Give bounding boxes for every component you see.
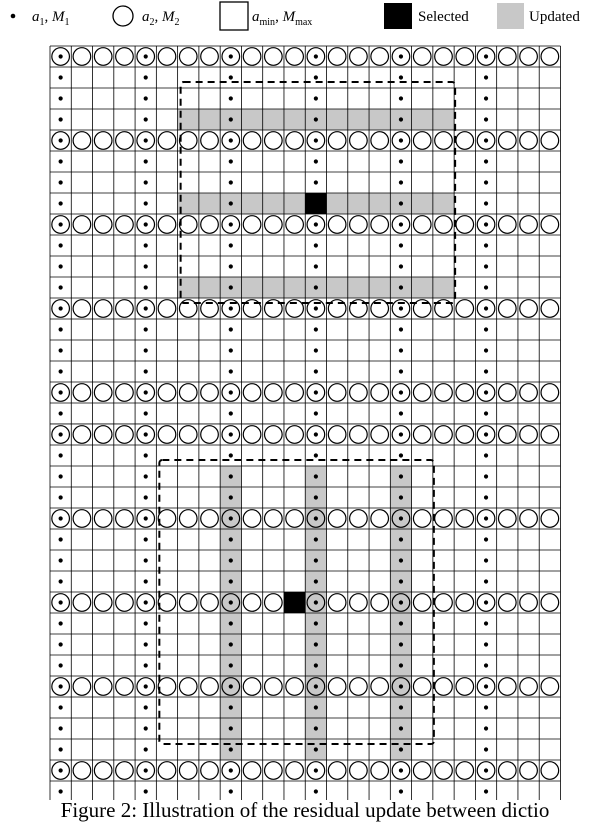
updated-cell xyxy=(241,277,262,298)
dot-marker xyxy=(59,264,63,268)
dot-marker xyxy=(59,96,63,100)
dot-marker xyxy=(144,726,148,730)
circle-symbol xyxy=(113,6,133,26)
dot-marker xyxy=(314,369,318,373)
dot-marker xyxy=(229,327,233,331)
dot-marker xyxy=(314,684,318,688)
selected-swatch xyxy=(384,3,412,29)
legend-label-dot: $a_1$, $M_1$ xyxy=(32,9,70,28)
dot-marker xyxy=(229,726,233,730)
dot-marker xyxy=(144,537,148,541)
dot-marker xyxy=(314,789,318,793)
dot-marker xyxy=(399,621,403,625)
dot-marker xyxy=(314,54,318,58)
dot-marker xyxy=(144,663,148,667)
dot-marker xyxy=(59,117,63,121)
legend-item-dot xyxy=(11,9,70,28)
dot-marker xyxy=(59,327,63,331)
dot-marker xyxy=(484,411,488,415)
dot-marker xyxy=(144,264,148,268)
dot-marker xyxy=(399,264,403,268)
dot-marker xyxy=(144,453,148,457)
dot-marker xyxy=(59,159,63,163)
dot-marker xyxy=(314,117,318,121)
dot-marker xyxy=(229,432,233,436)
dot-marker xyxy=(399,96,403,100)
dot-marker xyxy=(484,516,488,520)
dot-marker xyxy=(314,159,318,163)
dot-marker xyxy=(144,516,148,520)
selected-cell xyxy=(305,193,326,214)
dot-marker xyxy=(229,201,233,205)
updated-cell xyxy=(327,109,348,130)
dot-marker xyxy=(144,747,148,751)
dot-marker xyxy=(59,75,63,79)
dot-marker xyxy=(399,537,403,541)
dot-marker xyxy=(59,516,63,520)
dot-marker xyxy=(399,495,403,499)
dot-marker xyxy=(484,558,488,562)
dot-marker xyxy=(229,285,233,289)
dot-marker xyxy=(229,138,233,142)
dot-marker xyxy=(144,54,148,58)
dot-marker xyxy=(399,789,403,793)
dot-marker xyxy=(144,411,148,415)
dot-marker xyxy=(229,75,233,79)
dot-marker xyxy=(314,222,318,226)
updated-cell xyxy=(412,277,433,298)
dot-marker xyxy=(484,642,488,646)
dot-marker xyxy=(59,579,63,583)
dot-marker xyxy=(144,642,148,646)
dot-marker xyxy=(59,642,63,646)
dot-marker xyxy=(144,117,148,121)
dot-marker xyxy=(484,327,488,331)
dot-marker xyxy=(399,432,403,436)
dot-marker xyxy=(144,768,148,772)
dot-marker xyxy=(144,201,148,205)
dot-marker xyxy=(314,726,318,730)
dot-marker xyxy=(59,495,63,499)
dot-marker xyxy=(229,495,233,499)
dot-marker xyxy=(229,642,233,646)
dot-marker xyxy=(399,726,403,730)
dot-marker xyxy=(399,243,403,247)
dot-marker xyxy=(399,705,403,709)
updated-cell xyxy=(369,109,390,130)
dot-marker xyxy=(229,474,233,478)
updated-cell xyxy=(284,109,305,130)
updated-cell xyxy=(433,193,454,214)
updated-cell xyxy=(263,193,284,214)
dot-marker xyxy=(144,180,148,184)
updated-cell xyxy=(412,109,433,130)
dot-marker xyxy=(484,348,488,352)
dot-marker xyxy=(229,558,233,562)
dot-marker xyxy=(484,201,488,205)
dot-marker xyxy=(314,600,318,604)
dot-symbol xyxy=(11,14,16,19)
dot-marker xyxy=(314,663,318,667)
dot-marker xyxy=(144,96,148,100)
dot-marker xyxy=(314,138,318,142)
dot-marker xyxy=(59,747,63,751)
selected-cell xyxy=(284,592,305,613)
dot-marker xyxy=(484,222,488,226)
dot-marker xyxy=(59,243,63,247)
dot-marker xyxy=(484,159,488,163)
dot-marker xyxy=(484,96,488,100)
top-panel xyxy=(50,46,560,424)
dot-marker xyxy=(484,369,488,373)
updated-cell xyxy=(241,193,262,214)
dot-marker xyxy=(399,222,403,226)
legend-item-selected xyxy=(384,3,469,29)
dot-marker xyxy=(229,180,233,184)
dot-marker xyxy=(314,264,318,268)
dot-marker xyxy=(399,579,403,583)
dot-marker xyxy=(314,180,318,184)
dot-marker xyxy=(399,306,403,310)
legend-item-updated xyxy=(497,3,580,29)
dot-marker xyxy=(314,768,318,772)
dot-marker xyxy=(484,117,488,121)
dot-marker xyxy=(314,516,318,520)
dot-marker xyxy=(59,306,63,310)
dot-marker xyxy=(59,369,63,373)
legend-label-square: $a_{min}$, $M_{max}$ xyxy=(252,9,313,28)
updated-cell xyxy=(327,277,348,298)
dot-marker xyxy=(314,474,318,478)
dot-marker xyxy=(399,684,403,688)
dot-marker xyxy=(144,474,148,478)
square-symbol xyxy=(220,2,248,30)
dot-marker xyxy=(144,432,148,436)
updated-cell xyxy=(348,109,369,130)
dot-marker xyxy=(314,747,318,751)
dot-marker xyxy=(484,579,488,583)
dot-marker xyxy=(399,768,403,772)
dot-marker xyxy=(59,222,63,226)
dot-marker xyxy=(144,159,148,163)
dot-marker xyxy=(484,768,488,772)
dot-marker xyxy=(229,747,233,751)
dot-marker xyxy=(484,54,488,58)
dot-marker xyxy=(314,348,318,352)
dot-marker xyxy=(144,390,148,394)
dot-marker xyxy=(399,558,403,562)
updated-cell xyxy=(199,109,220,130)
dot-marker xyxy=(229,369,233,373)
dot-marker xyxy=(484,726,488,730)
dot-marker xyxy=(399,201,403,205)
updated-cell xyxy=(369,193,390,214)
dot-marker xyxy=(314,390,318,394)
dot-marker xyxy=(484,264,488,268)
legend-item-square xyxy=(220,2,312,30)
dot-marker xyxy=(484,621,488,625)
dot-marker xyxy=(314,327,318,331)
dot-marker xyxy=(314,453,318,457)
dot-marker xyxy=(314,285,318,289)
dot-marker xyxy=(229,663,233,667)
dot-marker xyxy=(59,684,63,688)
dot-marker xyxy=(59,453,63,457)
dot-marker xyxy=(229,243,233,247)
dot-marker xyxy=(314,306,318,310)
dot-marker xyxy=(484,306,488,310)
dot-marker xyxy=(399,138,403,142)
dot-marker xyxy=(484,432,488,436)
dot-marker xyxy=(59,600,63,604)
dot-marker xyxy=(229,348,233,352)
dot-marker xyxy=(314,495,318,499)
legend xyxy=(11,2,581,30)
dot-marker xyxy=(484,495,488,499)
dot-marker xyxy=(229,117,233,121)
dot-marker xyxy=(399,600,403,604)
updated-cell xyxy=(263,109,284,130)
updated-cell xyxy=(412,193,433,214)
dot-marker xyxy=(484,75,488,79)
dot-marker xyxy=(484,600,488,604)
dot-marker xyxy=(59,201,63,205)
dot-marker xyxy=(59,138,63,142)
dot-marker xyxy=(144,621,148,625)
dot-marker xyxy=(399,663,403,667)
dot-marker xyxy=(229,306,233,310)
dot-marker xyxy=(144,684,148,688)
dot-marker xyxy=(144,138,148,142)
dot-marker xyxy=(59,537,63,541)
dot-marker xyxy=(144,789,148,793)
dot-marker xyxy=(399,54,403,58)
dot-marker xyxy=(229,54,233,58)
dot-marker xyxy=(144,306,148,310)
dot-marker xyxy=(399,453,403,457)
dot-marker xyxy=(144,75,148,79)
dot-marker xyxy=(59,621,63,625)
dot-marker xyxy=(399,180,403,184)
updated-cell xyxy=(369,277,390,298)
legend-label-updated: Updated xyxy=(529,9,580,25)
dot-marker xyxy=(229,222,233,226)
dot-marker xyxy=(229,411,233,415)
dot-marker xyxy=(59,663,63,667)
dot-marker xyxy=(144,285,148,289)
dot-marker xyxy=(229,516,233,520)
dot-marker xyxy=(229,96,233,100)
updated-cell xyxy=(348,277,369,298)
updated-cell xyxy=(348,193,369,214)
dot-marker xyxy=(144,327,148,331)
dot-marker xyxy=(399,348,403,352)
dot-marker xyxy=(229,537,233,541)
dot-marker xyxy=(144,705,148,709)
figure-caption: Figure 2: Illustration of the residual update between dictio xyxy=(60,798,550,822)
legend-label-circle: $a_2$, $M_2$ xyxy=(142,9,180,28)
dot-marker xyxy=(229,789,233,793)
dot-marker xyxy=(59,180,63,184)
updated-cell xyxy=(433,277,454,298)
updated-cell xyxy=(199,277,220,298)
dot-marker xyxy=(144,495,148,499)
dot-marker xyxy=(484,474,488,478)
dot-marker xyxy=(144,222,148,226)
dot-marker xyxy=(314,642,318,646)
dot-marker xyxy=(144,243,148,247)
dot-marker xyxy=(484,663,488,667)
dot-marker xyxy=(59,768,63,772)
updated-cell xyxy=(433,109,454,130)
dot-marker xyxy=(399,117,403,121)
dot-marker xyxy=(59,348,63,352)
dot-marker xyxy=(399,285,403,289)
dot-marker xyxy=(484,285,488,289)
dot-marker xyxy=(399,327,403,331)
dot-marker xyxy=(484,705,488,709)
updated-cell xyxy=(199,193,220,214)
dot-marker xyxy=(59,789,63,793)
dot-marker xyxy=(399,642,403,646)
dot-marker xyxy=(144,558,148,562)
dot-marker xyxy=(144,600,148,604)
dot-marker xyxy=(314,96,318,100)
dot-marker xyxy=(484,789,488,793)
dot-marker xyxy=(484,537,488,541)
updated-cell xyxy=(327,193,348,214)
dot-marker xyxy=(399,411,403,415)
dot-marker xyxy=(59,474,63,478)
dot-marker xyxy=(484,453,488,457)
dot-marker xyxy=(229,579,233,583)
dot-marker xyxy=(229,159,233,163)
dot-marker xyxy=(59,390,63,394)
dot-marker xyxy=(399,369,403,373)
bottom-panel xyxy=(50,424,560,800)
dot-marker xyxy=(314,705,318,709)
dot-marker xyxy=(399,516,403,520)
dot-marker xyxy=(314,558,318,562)
dot-marker xyxy=(229,264,233,268)
updated-swatch xyxy=(497,3,524,29)
dot-marker xyxy=(484,138,488,142)
dot-marker xyxy=(314,75,318,79)
dot-marker xyxy=(59,558,63,562)
dot-marker xyxy=(144,579,148,583)
dot-marker xyxy=(484,180,488,184)
dot-marker xyxy=(484,390,488,394)
dot-marker xyxy=(144,369,148,373)
dot-marker xyxy=(229,768,233,772)
dot-marker xyxy=(229,390,233,394)
dot-marker xyxy=(59,432,63,436)
dot-marker xyxy=(144,348,148,352)
dot-marker xyxy=(229,684,233,688)
updated-cell xyxy=(284,277,305,298)
dot-marker xyxy=(314,579,318,583)
dot-marker xyxy=(484,684,488,688)
dot-marker xyxy=(314,432,318,436)
dot-marker xyxy=(59,411,63,415)
legend-label-selected: Selected xyxy=(418,9,469,25)
dot-marker xyxy=(229,621,233,625)
dot-marker xyxy=(484,747,488,751)
updated-cell xyxy=(263,277,284,298)
dot-marker xyxy=(484,243,488,247)
dot-marker xyxy=(399,390,403,394)
dot-marker xyxy=(314,411,318,415)
dot-marker xyxy=(229,453,233,457)
dot-marker xyxy=(399,75,403,79)
dot-marker xyxy=(314,621,318,625)
dot-marker xyxy=(229,705,233,709)
dot-marker xyxy=(314,243,318,247)
dot-marker xyxy=(59,285,63,289)
updated-cell xyxy=(241,109,262,130)
dot-marker xyxy=(59,705,63,709)
dot-marker xyxy=(229,600,233,604)
legend-item-circle xyxy=(113,6,180,28)
dot-marker xyxy=(399,159,403,163)
dot-marker xyxy=(59,54,63,58)
dot-marker xyxy=(399,474,403,478)
dot-marker xyxy=(399,747,403,751)
dot-marker xyxy=(314,537,318,541)
updated-cell xyxy=(284,193,305,214)
dot-marker xyxy=(59,726,63,730)
